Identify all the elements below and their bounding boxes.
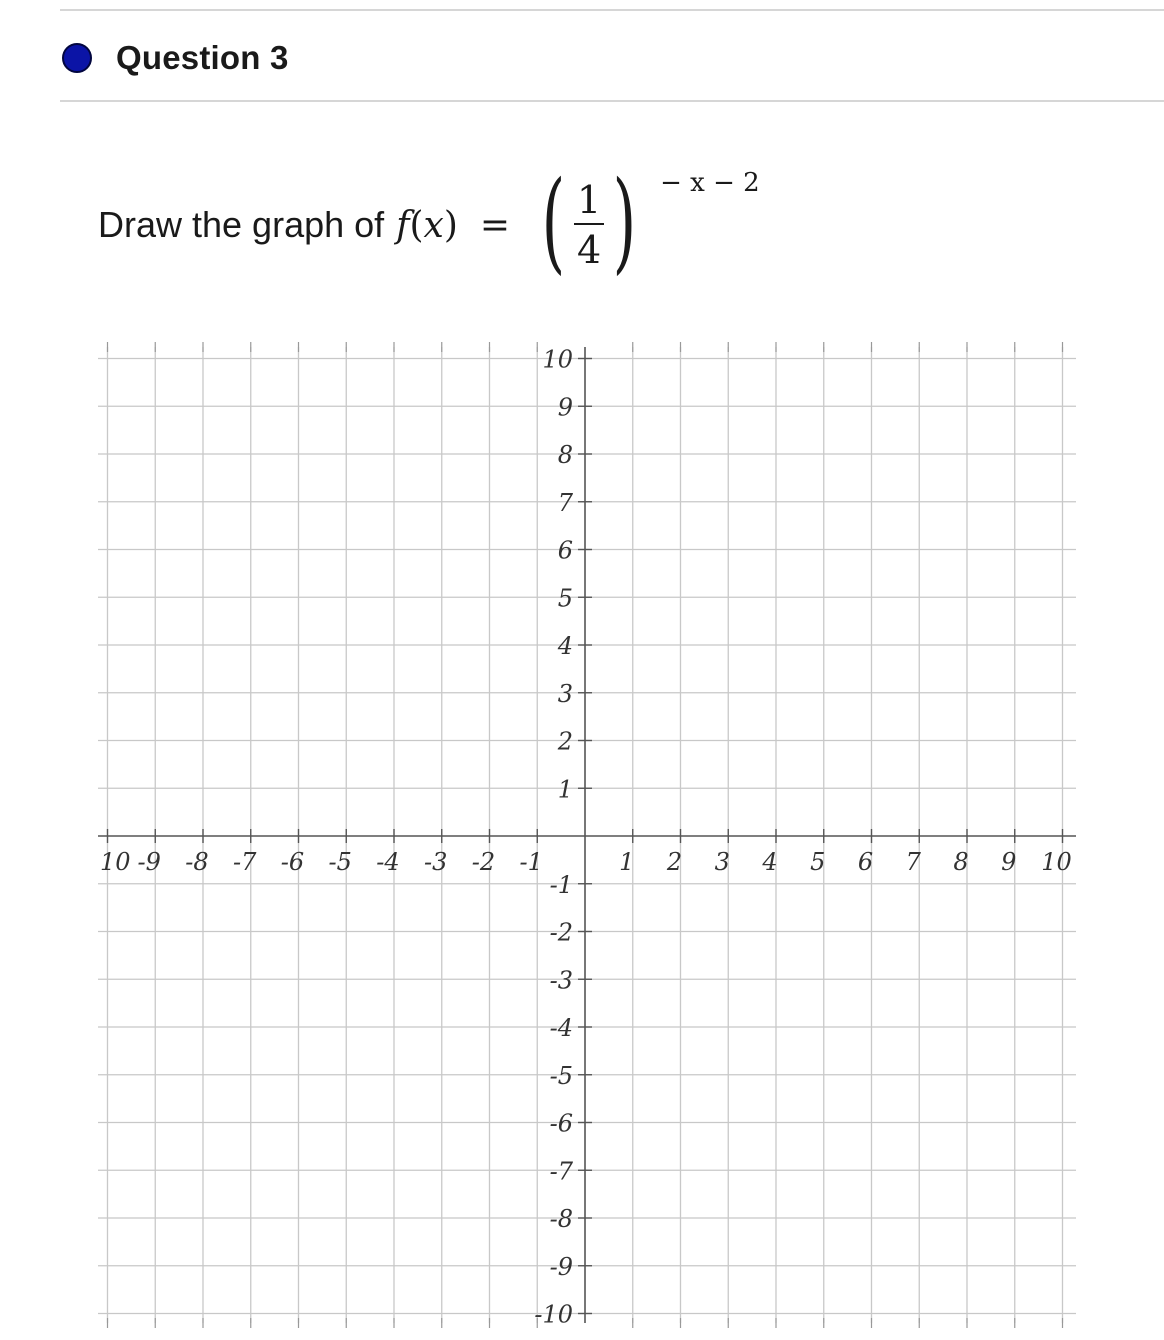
- axes: [98, 347, 1076, 1323]
- x-tick-label: 10: [100, 848, 131, 876]
- y-tick-label: -4: [549, 1014, 573, 1042]
- y-tick-label: 8: [557, 441, 573, 469]
- y-tick-label: 3: [557, 679, 573, 708]
- prompt-text: Draw the graph of: [98, 204, 385, 245]
- y-tick-label: -5: [549, 1061, 573, 1090]
- y-tick-label: -9: [549, 1252, 573, 1281]
- big-open-paren: (: [541, 157, 566, 285]
- y-tick-label: -2: [549, 918, 573, 947]
- x-tick-label: 2: [666, 848, 683, 876]
- x-tick-label: 8: [953, 848, 969, 876]
- x-tick-label: -7: [233, 848, 257, 876]
- y-tick-label: 4: [557, 632, 573, 660]
- x-tick-label: -9: [137, 848, 161, 876]
- y-tick-label: -3: [549, 966, 573, 995]
- equals-sign: =: [479, 204, 511, 246]
- x-tick-label: 10: [1041, 848, 1072, 876]
- x-tick-label: -6: [280, 848, 305, 876]
- x-tick-label: 9: [1001, 848, 1017, 876]
- x-tick-label: -4: [376, 848, 400, 876]
- x-tick-label: 3: [714, 848, 730, 876]
- x-tick-label: 5: [810, 848, 826, 876]
- x-tick-label: 4: [762, 848, 778, 876]
- close-paren: ): [443, 204, 458, 246]
- fraction-denominator: 4: [576, 228, 602, 272]
- y-tick-label: -10: [534, 1300, 573, 1329]
- y-axis-labels: [534, 346, 573, 1329]
- question-title: Question 3: [116, 39, 289, 76]
- y-tick-label: 7: [557, 488, 573, 517]
- x-tick-label: 6: [857, 848, 874, 876]
- grid-lines: [98, 347, 1076, 1323]
- y-tick-label: 9: [557, 393, 573, 422]
- x-tick-label: 7: [905, 848, 921, 876]
- x-tick-label: -1: [519, 848, 543, 876]
- fraction-numerator: 1: [576, 178, 602, 222]
- y-tick-label: 2: [557, 727, 573, 756]
- y-tick-label: 6: [557, 536, 573, 565]
- x-axis-labels: [100, 848, 1072, 876]
- x-tick-label: -5: [328, 848, 352, 876]
- y-tick-label: -8: [549, 1205, 573, 1233]
- x-tick-label: -3: [424, 848, 448, 876]
- exponent: − x − 2: [660, 168, 760, 198]
- x-tick-label: 1: [619, 848, 635, 876]
- function-variable: x: [423, 204, 444, 246]
- open-paren: (: [409, 204, 424, 246]
- y-tick-label: -7: [549, 1157, 573, 1186]
- y-tick-label: 10: [542, 345, 573, 374]
- x-tick-label: -2: [471, 848, 496, 876]
- function-name: f: [396, 204, 410, 246]
- y-tick-label: -6: [549, 1109, 573, 1138]
- x-tick-label: -8: [185, 848, 209, 876]
- big-close-paren: ): [612, 157, 637, 285]
- y-tick-label: -1: [549, 870, 573, 899]
- y-tick-label: 1: [557, 775, 573, 804]
- y-tick-label: 5: [557, 584, 573, 613]
